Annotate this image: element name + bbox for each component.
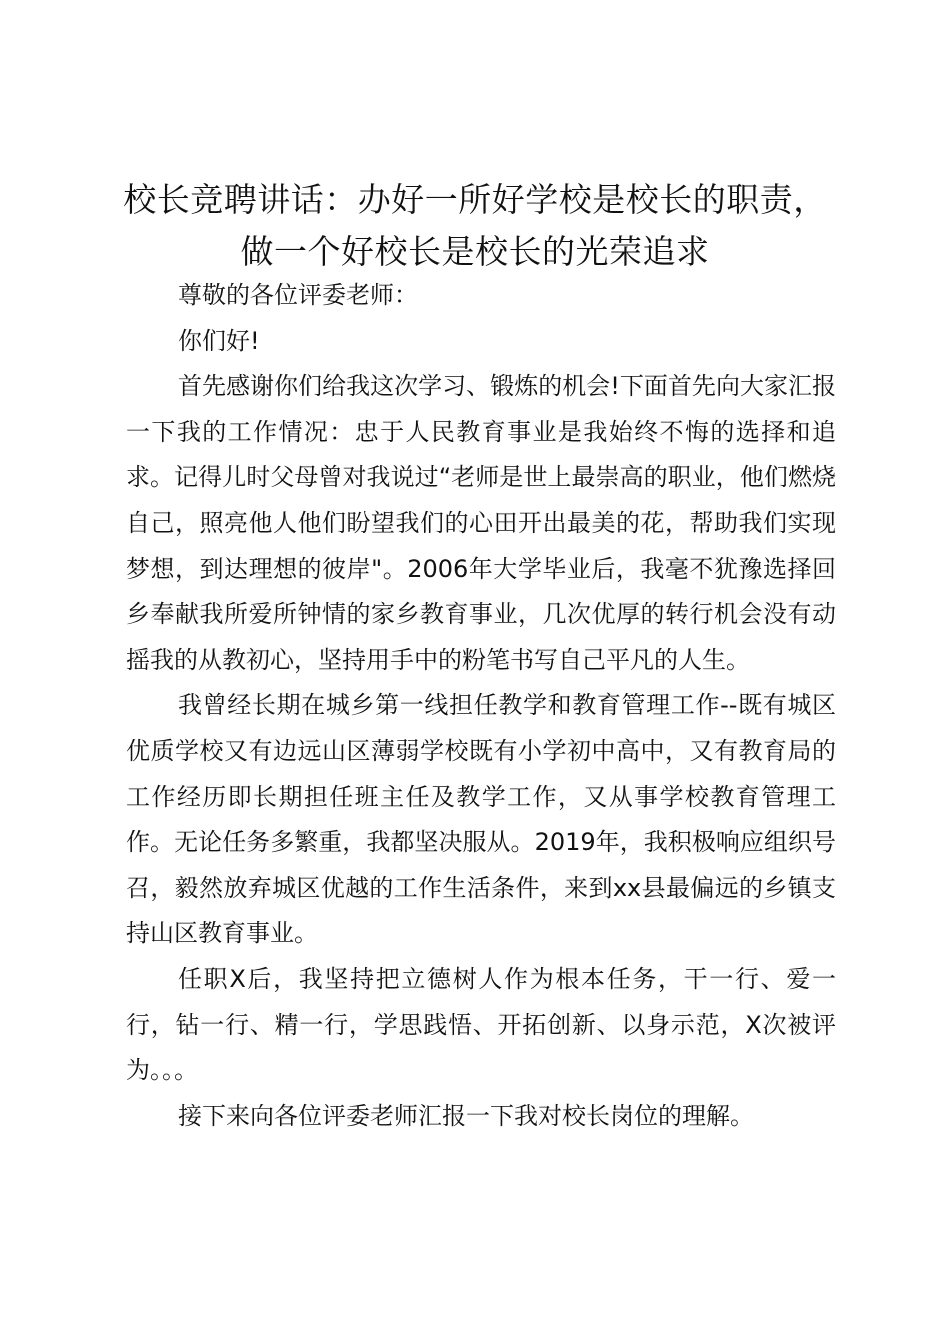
paragraph-experience: 我曾经长期在城乡第一线担任教学和教育管理工作--既有城区优质学校又有边远山区薄弱学校既有小学初中高中，又有教育局的工作经历即长期担任班主任及教学工作，又从事学校教育管理工作。无论任务多繁重，我都坚决服从。2019年，我积极响应组织号召，毅然放弃城区优越的工作生活条件，来到xx县最偏远的乡镇支持山区教育事业。 (126, 691, 836, 948)
document-title (100, 174, 850, 278)
salutation: 尊敬的各位评委老师： (178, 281, 418, 309)
paragraph-transition: 接下来向各位评委老师汇报一下我对校长岗位的理解。 (178, 1101, 754, 1130)
title-line-1: 校长竞聘讲话：办好一所好学校是校长的职责， (123, 180, 827, 219)
document-body (126, 273, 836, 1139)
greeting: 你们好! (178, 326, 260, 355)
paragraph-intro: 首先感谢你们给我这次学习、锻炼的机会!下面首先向大家汇报一下我的工作情况：忠于人民教育事业是我始终不悔的选择和追求。记得儿时父母曾对我说过“老师是世上最崇高的职业，他们燃烧自己，照亮他人他们盼望我们的心田开出最美的花，帮助我们实现梦想，到达理想的彼岸"。2006年大学毕业后，我毫不犹豫选择回乡奉献我所爱所钟情的家乡教育事业，几次优厚的转行机会没有动摇我的从教初心，坚持用手中的粉笔书写自己平凡的人生。 (126, 372, 836, 674)
title-line-2: 做一个好校长是校长的光荣追求 (240, 232, 710, 271)
paragraph-achievements: 任职X后，我坚持把立德树人作为根本任务，干一行、爱一行，钻一行、精一行，学思践悟、开拓创新、以身示范，X次被评为。。。 (126, 964, 836, 1085)
